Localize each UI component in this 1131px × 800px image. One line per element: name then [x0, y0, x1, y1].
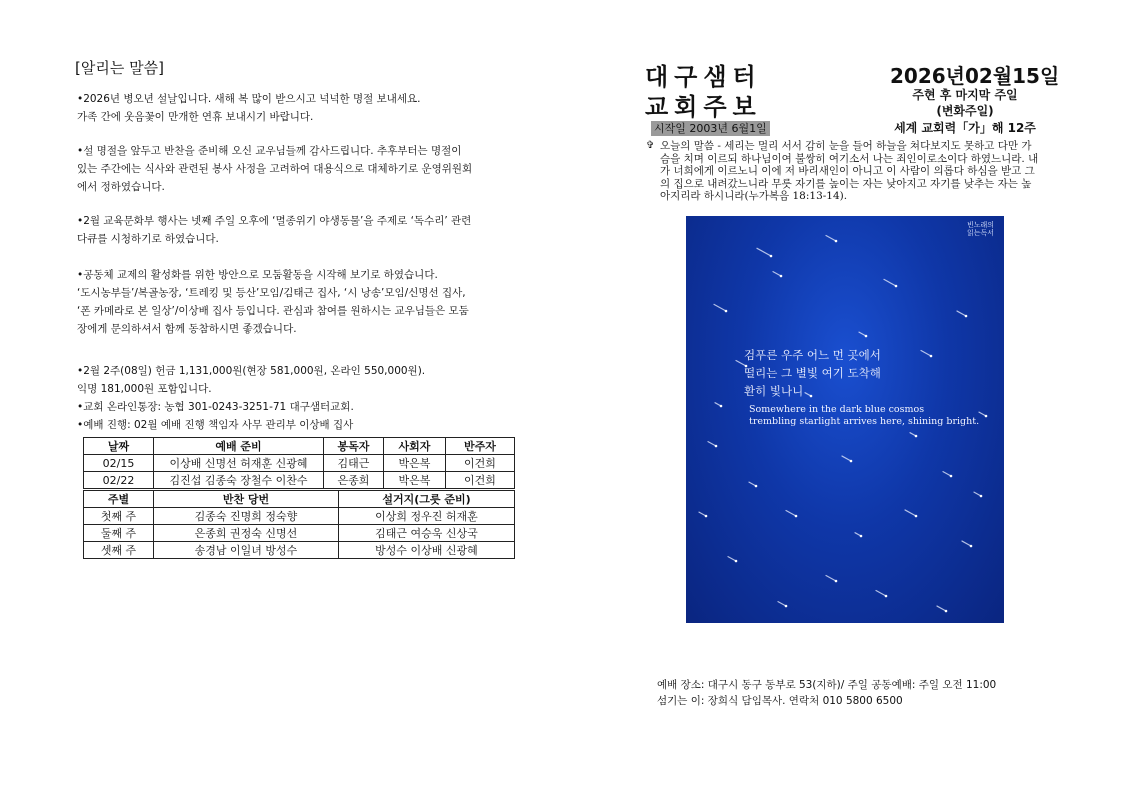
notice-education-event: •2월 교육문화부 행사는 넷째 주일 오후에 ‘멸종위기 야생동물’을 주제로 ‘독수리’ 관련 다큐를 시청하기로 하였습니다.: [77, 215, 472, 245]
column-header: 예배 준비: [154, 438, 324, 455]
meal-duty-table: [83, 490, 515, 559]
star-dot: [735, 560, 738, 563]
sunday-subtitle: (변화주일): [936, 104, 994, 118]
star-streak: [826, 236, 836, 242]
star-dot: [785, 605, 788, 608]
image-watermark: 빈노래의 읽는독서: [966, 221, 994, 237]
starry-sky-poem-image: [686, 216, 1004, 623]
star-dot: [865, 335, 868, 338]
star-dot: [945, 610, 948, 613]
star-dot: [860, 535, 863, 538]
church-calendar: 세계 교회력「가」해 12주: [894, 121, 1036, 135]
star-dot: [835, 580, 838, 583]
sunday-name: 주현 후 마지막 주일: [912, 88, 1018, 102]
notice-side-dishes: •설 명절을 앞두고 반찬을 준비해 오신 교우님들께 감사드립니다. 추후부터는 명절이 있는 주간에는 식사와 관련된 봉사 사정을 고려하여 대용식으로 대체하기로 운영위원회 에서 정하였습니다.: [77, 145, 473, 193]
star-dot: [715, 445, 718, 448]
notice-offering-info: •2월 2주(08일) 헌금 1,131,000원(현장 581,000원, 온라인 550,000원). 익명 181,000원 포함입니다. •교회 온라인통장: 농협 301-0243-3251-71 대구샘터교회. •예배 진행: 02월 예배 진행 책임자 사무 관리부 이상배 집사: [77, 365, 426, 431]
star-dot: [720, 405, 723, 408]
church-logo: [645, 62, 780, 122]
star-streak: [957, 311, 966, 316]
star-dot: [915, 435, 918, 438]
column-header: 봉독자: [324, 438, 384, 455]
star-dot: [980, 495, 983, 498]
table-row: 첫째 주 김종숙 진명희 정숙향 이상희 정우진 허재훈: [84, 508, 515, 525]
star-streak: [773, 272, 781, 276]
star-streak: [876, 591, 886, 597]
star-dot: [885, 595, 888, 598]
column-header: 날짜: [84, 438, 154, 455]
star-streak: [842, 456, 851, 461]
minister-contact: 섬기는 이: 장희식 담임목사. 연락처 010 5800 6500: [657, 695, 903, 707]
notice-new-year: •2026년 병오년 설날입니다. 새해 복 많이 받으시고 넉넉한 명절 보내세요. 가족 간에 웃음꽃이 만개한 연휴 보내시기 바랍니다.: [77, 93, 421, 123]
notice-group-activities: •공동체 교제의 활성화를 위한 방안으로 모둠활동을 시작해 보기로 하였습니다. ‘도시농부들’/복골농장, ‘트레킹 및 등산’모임/김태근 집사, ‘시 낭송’모임/신명선 집사, ‘폰 카메라로 본 일상’/이상배 집사 등입니다. 관심과 참여를 원하시는 교우님들은 모둠 장에게 문의하셔서 함께 동참하시면 좋겠습니다.: [77, 269, 469, 335]
star-streak: [937, 606, 946, 611]
star-dot: [770, 255, 773, 258]
logo-line-1: 대구샘터: [645, 63, 762, 91]
column-header: 반찬 당번: [154, 491, 339, 508]
star-streak: [714, 304, 726, 311]
star-dot: [755, 485, 758, 488]
verse-text: 오늘의 말씀 - 세리는 멀리 서서 감히 눈을 들어 하늘을 쳐다보지도 못하고 다만 가슴을 치며 이르되 하나님이여 불쌍히 여기소서 나는 죄인이로소이다 하였느니라. 내가 너희에게 이르노니 이에 저 바리새인이 아니고 이 사람이 의롭다 하심을 받고 그의 집으로 내려갔느니라 무릇 자기를 높이는 자는 낮아지고 자기를 낮추는 자는 높아지리라 하시니라(누가복음 18:13-14).: [660, 140, 1039, 202]
star-dot: [835, 240, 838, 243]
star-streak: [728, 557, 736, 561]
star-dot: [705, 515, 708, 518]
cross-icon: ✞: [646, 140, 655, 151]
star-streak: [962, 541, 971, 546]
star-dot: [795, 515, 798, 518]
column-header: 반주자: [446, 438, 515, 455]
column-header: 주별: [84, 491, 154, 508]
table-header-row: [84, 438, 515, 455]
star-dot: [915, 515, 918, 518]
star-dot: [780, 275, 783, 278]
star-streak: [757, 248, 771, 256]
star-dot: [895, 285, 898, 288]
founding-date-badge: 시작일 2003년 6월1일: [651, 121, 770, 136]
bulletin-date: 2026년02월15일: [890, 64, 1060, 88]
star-dot: [985, 415, 988, 418]
star-streak: [708, 442, 716, 446]
worship-place: 예배 장소: 대구시 동구 동부로 53(지하)/ 주일 공동예배: 주일 오전 11:00: [657, 679, 997, 691]
worship-schedule-table: [83, 437, 515, 489]
logo-line-2: 교회주보: [645, 93, 762, 121]
table-row: 02/22 김진섭 김종숙 장철수 이찬수 은종희 박은복 이건희: [84, 472, 515, 489]
star-streak: [943, 472, 951, 476]
table-row: 둘째 주 은종희 권정숙 신명선 김태근 여승욱 신상국: [84, 525, 515, 542]
todays-verse: [646, 140, 1041, 203]
column-header: 설거지(그릇 준비): [339, 491, 515, 508]
star-streak: [905, 510, 916, 516]
star-streak: [778, 602, 786, 606]
star-dot: [725, 310, 728, 313]
star-streak: [786, 511, 796, 517]
poem-english: Somewhere in the dark blue cosmos trembling starlight arrives here, shining bright.: [749, 404, 980, 427]
star-dot: [970, 545, 973, 548]
star-streak: [826, 576, 836, 582]
star-dot: [965, 315, 968, 318]
table-row: 셋째 주 송경남 이일녀 방성수 방성수 이상배 신광혜: [84, 542, 515, 559]
column-header: 사회자: [384, 438, 446, 455]
star-streak: [921, 351, 931, 357]
star-streak: [884, 279, 896, 286]
poem-korean: 검푸른 우주 어느 먼 곳에서 떨리는 그 별빛 여기 도착해 환히 빛나니: [744, 348, 881, 398]
table-header-row: [84, 491, 515, 508]
star-dot: [950, 475, 953, 478]
notices-heading: [알리는 말씀]: [75, 59, 164, 77]
table-row: 02/15 이상배 신명선 허재훈 신광혜 김태근 박은복 이건희: [84, 455, 515, 472]
star-dot: [850, 460, 853, 463]
star-dot: [930, 355, 933, 358]
